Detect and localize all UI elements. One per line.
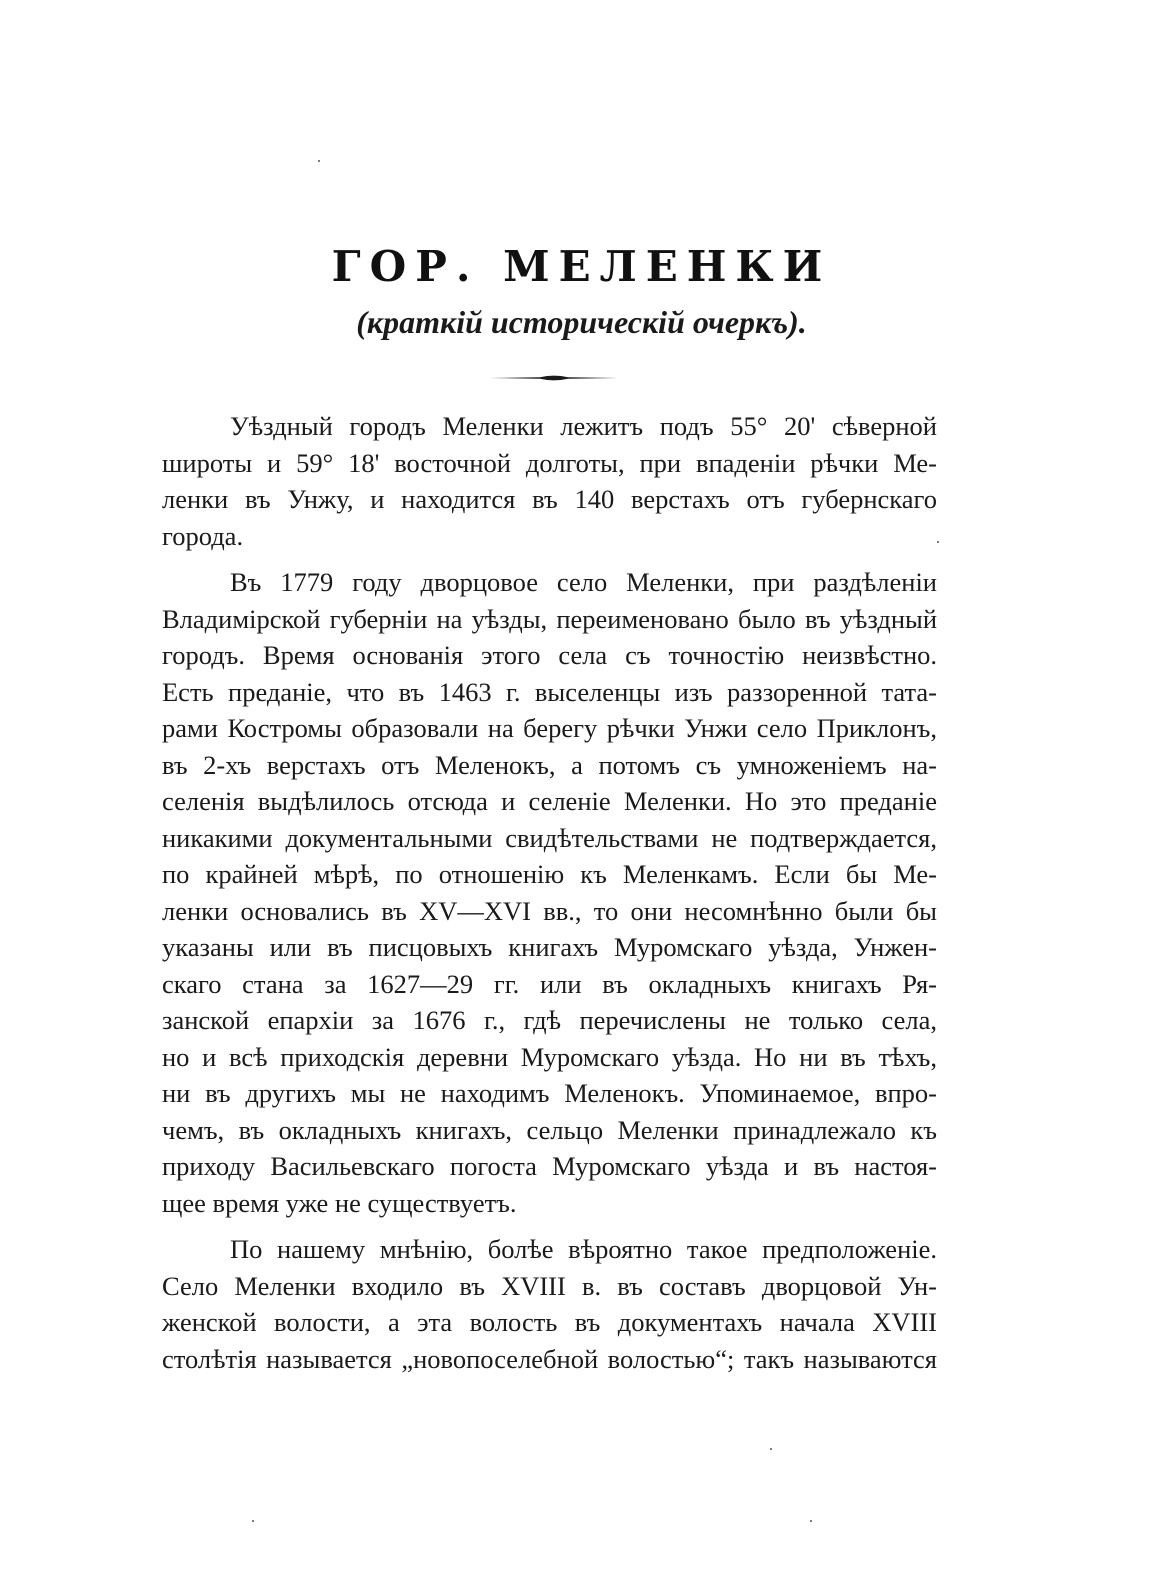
- scan-speck: [770, 1448, 772, 1450]
- paragraph-line: городъ. Время основанія этого села съ точностію неизвѣстно.: [162, 640, 937, 670]
- scan-speck: [318, 160, 320, 162]
- paragraph-line: приходу Васильевскаго погоста Муромскаго уѣзда и въ настоя-: [162, 1151, 937, 1181]
- paragraph-line: указаны или въ писцовыхъ книгахъ Муромскаго уѣзда, Унжен-: [162, 932, 937, 962]
- paragraph-2: [162, 564, 937, 1221]
- paragraph-line: По нашему мнѣнію, болѣе вѣроятно такое предположеніе.: [230, 1234, 937, 1264]
- paragraph-line: женской волости, а эта волость въ документахъ начала XVIII: [162, 1307, 937, 1337]
- document-subtitle: (краткій историческій очеркъ).: [356, 304, 807, 340]
- paragraph-line: въ 2-хъ верстахъ отъ Меленокъ, а потомъ съ умноженіемъ на-: [162, 749, 937, 780]
- paragraph-line: но и всѣ приходскія деревни Муромскаго уѣзда. Но ни въ тѣхъ,: [162, 1041, 937, 1072]
- body-text: [162, 408, 937, 1387]
- scan-speck: [937, 541, 939, 543]
- paragraph-line: ленки въ Унжу, и находится въ 140 верстахъ отъ губернскаго: [162, 484, 937, 514]
- paragraph-1: [162, 408, 937, 554]
- paragraph-line: широты и 59° 18' восточной долготы, при впаденіи рѣчки Ме-: [162, 447, 937, 478]
- paragraph-line: Владимірской губерніи на уѣзды, переименовано было въ уѣздный: [162, 603, 937, 634]
- paragraph-line: города.: [162, 520, 244, 551]
- paragraph-line: Есть преданіе, что въ 1463 г. выселенцы изъ раззоренной тата-: [162, 676, 937, 707]
- paragraph-line: никакими документальными свидѣтельствами не подтверждается,: [162, 822, 937, 853]
- document-title: ГОР. МЕЛЕНКИ: [331, 242, 832, 291]
- paragraph-line: щее время уже не существуетъ.: [162, 1187, 517, 1218]
- scan-speck: [252, 1520, 254, 1522]
- paragraph-line: столѣтія называется „новопоселебной волостью“; такъ называются: [162, 1343, 937, 1374]
- paragraph-line: по крайней мѣрѣ, по отношенію къ Меленкамъ. Если бы Ме-: [162, 859, 937, 889]
- paragraph-line: ленки основались въ XV—XVI вв., то они несомнѣнно были бы: [162, 895, 937, 926]
- paragraph-3: [162, 1231, 937, 1377]
- title-rule-ornament: [490, 374, 618, 382]
- paragraph-line: чемъ, въ окладныхъ книгахъ, сельцо Меленки принадлежало къ: [162, 1114, 937, 1145]
- paragraph-line: Въ 1779 году дворцовое село Меленки, при раздѣленіи: [230, 567, 937, 597]
- paragraph-line: скаго стана за 1627—29 гг. или въ окладныхъ книгахъ Ря-: [162, 968, 937, 999]
- paragraph-line: Уѣздный городъ Меленки лежитъ подъ 55° 20' сѣверной: [230, 411, 937, 441]
- paragraph-line: ни въ другихъ мы не находимъ Меленокъ. Упоминаемое, впро-: [162, 1078, 937, 1108]
- scan-speck: [810, 1520, 812, 1522]
- paragraph-line: селенія выдѣлилось отсюда и селеніе Меленки. Но это преданіе: [162, 786, 937, 816]
- paragraph-line: рами Костромы образовали на берегу рѣчки Унжи село Приклонъ,: [162, 713, 937, 743]
- paragraph-line: занской епархіи за 1676 г., гдѣ перечислены не только села,: [162, 1005, 937, 1035]
- paragraph-line: Село Меленки входило въ XVIII в. въ составъ дворцовой Ун-: [162, 1270, 937, 1301]
